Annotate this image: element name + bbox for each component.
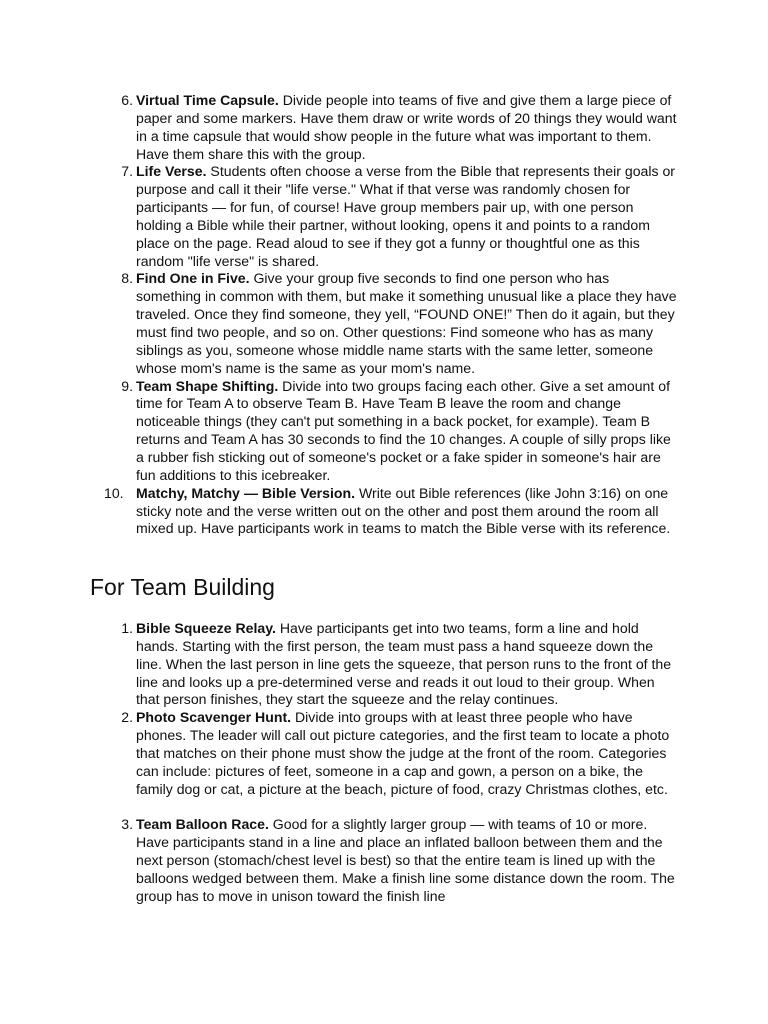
list-item [0,163,768,270]
list-item [0,816,768,905]
list-item [0,92,768,163]
list-item [0,378,768,485]
list-item-title: Team Balloon Race. [136,816,269,833]
list-item-text: Divide into groups with at least three people who have phones. The leader will call out picture categories, and the first team to locate a photo that matches on their phone must show the judge at the front of the room. Categories can include: pictures of feet, someone in a cap and gown, a person on a bike, the family dog or cat, a picture at the beach, picture of food, crazy Christmas clothes, etc. [136,709,670,797]
list-item [0,709,768,816]
list-item-title: Life Verse. [136,163,207,180]
list-item-number: 8. [121,270,133,287]
icebreaker-list [0,92,768,556]
list-item [0,270,768,377]
list-item-text: Divide into two groups facing each other. Give a set amount of time for Team A to observe Team B. Have Team B leave the room and change noticeable things (they can't put something in a back pocket, for example). Team B returns and Team A has 30 seconds to find the 10 changes. A couple of silly props like a rubber fish sticking out of someone's pocket or a fake spider in someone's hair are fun additions to this icebreaker. [136,377,671,483]
list-item-text: Good for a slightly larger group — with teams of 10 or more. Have participants stand in a line and place an inflated balloon between them and the next person (stomach/chest level is best) so that the entire team is lined up with the balloons wedged between them. Make a finish line some distance down the room. The group has to move in unison toward the finish line [136,816,675,904]
list-item-number: 9. [121,377,133,394]
list-item-title: Matchy, Matchy — Bible Version. [136,484,356,501]
list-item-text: Write out Bible references (like John 3:16) on one sticky note and the verse written out on the other and post them around the room all mixed up. Have participants work in teams to match the Bible verse with its reference. [136,484,671,537]
list-item-number: 2. [121,709,133,726]
section-heading: For Team Building [90,574,275,600]
list-item-title: Virtual Time Capsule. [136,92,279,108]
list-item-number: 3. [121,816,133,833]
list-item-text: Students often choose a verse from the Bible that represents their goals or purpose and call it their "life verse." What if that verse was randomly chosen for participants — for fun, of course! Have group members pair up, with one person holding a Bible while their partner, without looking, opens it and points to a random place on the page. Read aloud to see if they got a funny or thoughtful one as this random "life verse" is shared. [136,163,676,269]
list-item-number: 1. [121,620,133,636]
list-item-title: Team Shape Shifting. [136,377,279,394]
list-item [0,620,768,709]
list-item-text: Have participants get into two teams, form a line and hold hands. Starting with the first person, the team must pass a hand squeeze down the line. When the last person in line gets the squeeze, that person runs to the front of the line and looks up a pre-determined verse and reads it out loud to their group. When that person finishes, they start the squeeze and the relay continues. [136,620,672,708]
list-item-number: 7. [121,163,133,180]
list-item [0,485,768,556]
list-item-number: 10. [104,484,124,501]
team-building-list [0,620,768,906]
list-item-text: Divide people into teams of five and give them a large piece of paper and some markers. Have them draw or write words of 20 things they would want in a time capsule that would show people in the future what was important to them. Have them share this with the group. [136,92,677,162]
list-item-text: Give your group five seconds to find one person who has something in common with them, but make it something unusual like a place they have traveled. Once they find someone, they yell, “FOUND ONE!” Then do it again, but they must find two people, and so on. Other questions: Find someone who has as many siblings as you, someone whose middle name starts with the same letter, someone whose mom's name is the same as your mom's name. [136,270,677,376]
list-item-title: Bible Squeeze Relay. [136,620,276,636]
list-item-number: 6. [121,92,133,108]
list-item-title: Photo Scavenger Hunt. [136,709,292,726]
list-item-title: Find One in Five. [136,270,250,287]
